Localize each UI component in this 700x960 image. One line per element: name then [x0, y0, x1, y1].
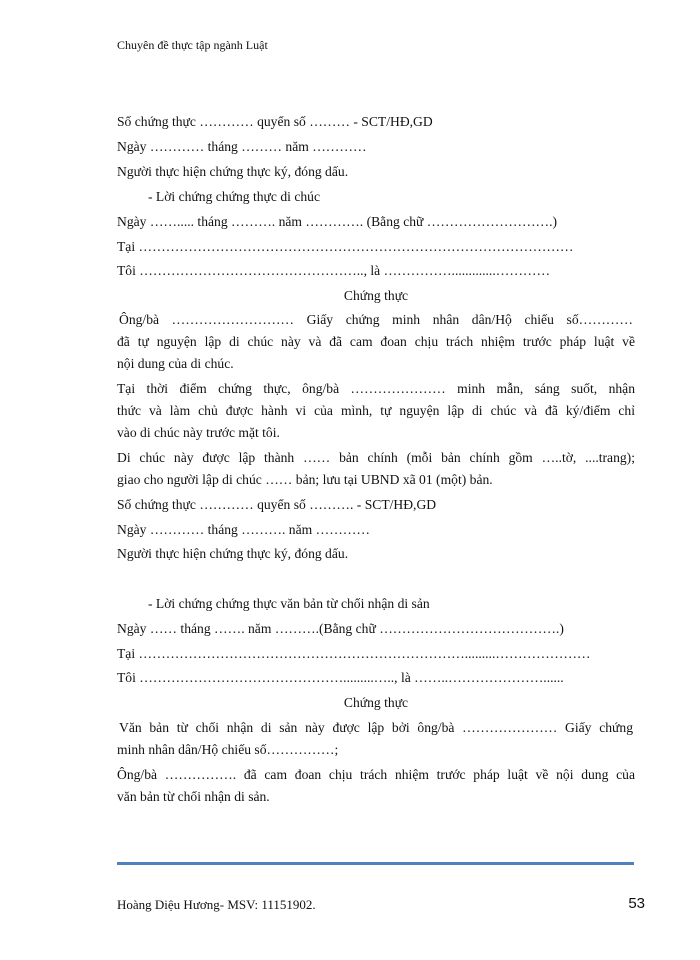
certification-title: Chứng thực [343, 695, 409, 710]
paragraph-line: đã tự nguyện lập di chúc này và đã cam đoan chịu trách nhiệm trước pháp luật về [117, 334, 635, 349]
section-heading-testament: - Lời chứng chứng thực di chúc [148, 189, 320, 204]
certificate-number-line: Số chứng thực ………… quyển số ………. - SCT/HĐ,GD [117, 497, 437, 512]
paragraph-line: nội dung của di chúc. [117, 356, 234, 371]
signer-line: Người thực hiện chứng thực ký, đóng dấu. [117, 546, 349, 561]
paragraph-line: giao cho người lập di chúc …… bản; lưu tại UBND xã 01 (một) bản. [117, 472, 493, 487]
paragraph-line: Di chúc này được lập thành …… bản chính (mỗi bản chính gồm …..tờ, ....trang); [117, 450, 635, 465]
date-line-in-words: Ngày ……..... tháng ………. năm …………. (Bằng chữ ……………………….) [117, 214, 558, 229]
footer-author: Hoàng Diệu Hương- MSV: 11151902. [117, 897, 316, 912]
page-number: 53 [628, 895, 645, 912]
paragraph-line: thức và làm chủ được hành vi của mình, tự nguyện lập di chúc và đã ký/điểm chỉ [117, 403, 635, 418]
date-line-in-words: Ngày …… tháng ……. năm ……….(Bằng chữ ………………………………….) [117, 621, 564, 636]
place-line: Tại ……………………………………………………………….........………………… [117, 646, 591, 661]
paragraph-line: vào di chúc này trước mặt tôi. [117, 425, 280, 440]
certificate-number-line: Số chứng thực ………… quyển số ……… - SCT/HĐ,GD [117, 114, 433, 129]
running-header: Chuyên đề thực tập ngành Luật [117, 38, 268, 52]
footer-divider [117, 862, 634, 865]
paragraph-line: Văn bản từ chối nhận di sản này được lập bởi ông/bà ………………… Giấy chứng [119, 720, 633, 735]
paragraph-line: Ông/bà ……………. đã cam đoan chịu trách nhiệm trước pháp luật về nội dung của [117, 767, 635, 782]
official-line: Tôi ……………………………………….........….., là ……..…………………...... [117, 670, 564, 685]
date-line: Ngày ………… tháng ………. năm ………… [117, 522, 370, 537]
paragraph-line: văn bản từ chối nhận di sản. [117, 789, 270, 804]
paragraph-line: Tại thời điểm chứng thực, ông/bà ………………… minh mẫn, sáng suốt, nhận [117, 381, 635, 396]
date-line: Ngày ………… tháng ……… năm ………… [117, 139, 367, 154]
place-line: Tại …………………………………………………………………………………… [117, 239, 574, 254]
paragraph-line: Ông/bà ……………………… Giấy chứng minh nhân dân/Hộ chiếu số………… [119, 312, 633, 327]
section-heading-refusal: - Lời chứng chứng thực văn bản từ chối nhận di sản [148, 596, 430, 611]
signer-line: Người thực hiện chứng thực ký, đóng dấu. [117, 164, 349, 179]
paragraph-line: minh nhân dân/Hộ chiếu số……………; [117, 742, 339, 757]
certification-title: Chứng thực [343, 288, 409, 303]
official-line: Tôi ………………………………………….., là …………….............………… [117, 263, 551, 278]
